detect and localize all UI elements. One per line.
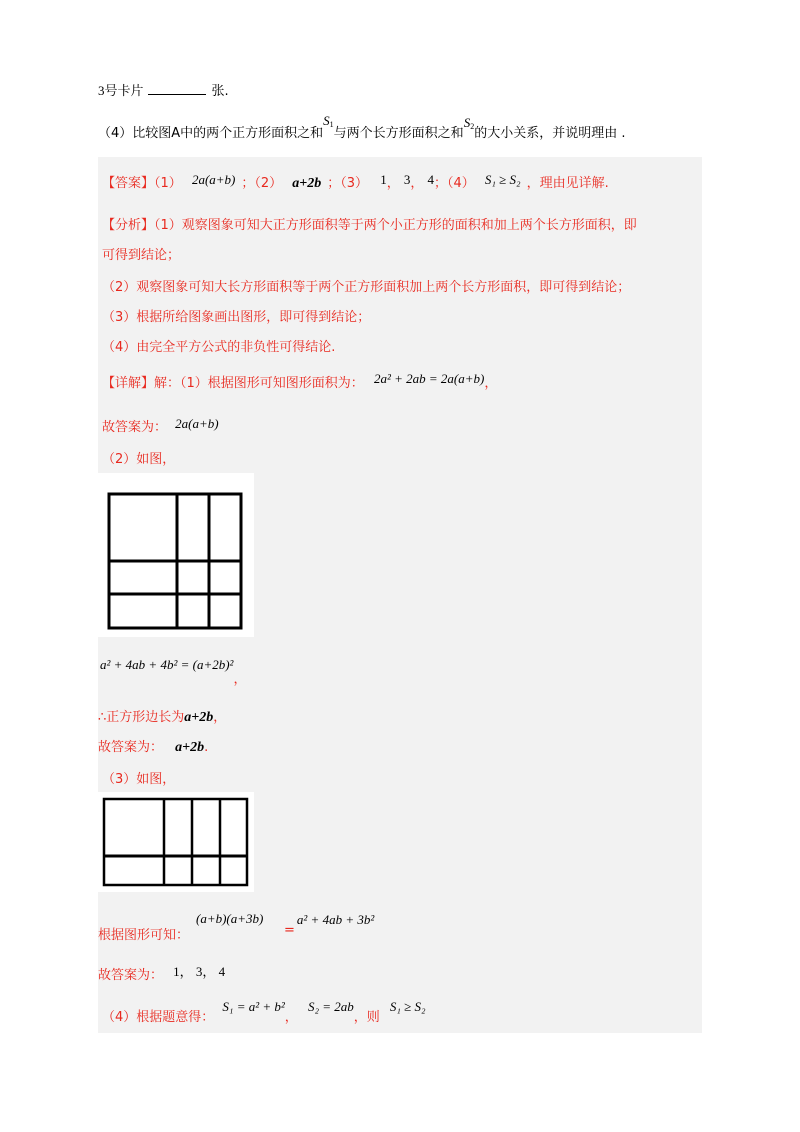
detail-answer-1-value: 2a(a+b) xyxy=(175,416,219,431)
q4-s1: $S_1$ xyxy=(323,113,334,129)
s-inequality: S₁ ≥ S₂ xyxy=(389,999,426,1014)
s1-equation: S₁ = a² + b² xyxy=(222,999,285,1014)
rectangle-diagram xyxy=(98,792,254,892)
answer-1: 2a(a+b) xyxy=(191,172,236,187)
by-figure-line: 根据图形可知： xyxy=(98,928,190,943)
analysis-line-2: （2）观察图象可知大长方形面积等于两个正方形面积加上两个长方形面积，即可得到结论； xyxy=(102,280,631,295)
analysis-line-1: 【分析】（1）观察图象可知大正方形面积等于两个小正方形的面积和加上两个长方形面积，即 xyxy=(102,218,637,233)
detail-answer-1: 故答案为： 2a(a+b) xyxy=(102,416,219,435)
detail-answer-3-value: 1， 3， 4 xyxy=(173,964,226,979)
answer-4: S₁ ≥ S₂ xyxy=(484,172,521,187)
q4-text-a: （4）比较图A中的两个正方形面积之和 xyxy=(98,126,324,141)
detail-eq-1: 2a² + 2ab = 2a(a+b) xyxy=(373,371,485,386)
detail-answer-2-value: a+2b xyxy=(175,740,205,755)
square-diagram xyxy=(98,473,254,637)
analysis-line-3: （3）根据所给图象画出图形，即可得到结论； xyxy=(102,310,371,325)
q4-text-b: 与两个长方形面积之和 xyxy=(333,126,464,141)
analysis-line-4: （4）由完全平方公式的非负性可得结论. xyxy=(102,340,336,355)
card-label: 号卡片 xyxy=(104,84,144,99)
detail-intro: 【详解】解：（1）根据图形可知图形面积为： 2a² + 2ab = 2a(a+b)， xyxy=(102,371,498,391)
detail-eq-2: a² + 4ab + 4b² = (a+2b)²， xyxy=(100,657,247,687)
detail-q2: （2）如图， xyxy=(102,452,176,467)
card-3-line xyxy=(98,80,229,99)
detail-eq-3-left: (a+b)(a+3b) xyxy=(196,911,264,926)
answer-blank xyxy=(148,82,206,95)
question-4 xyxy=(98,113,626,141)
side-length: a+2b xyxy=(184,710,214,725)
detail-q4: （4）根据题意得： S₁ = a² + b²， S₂ = 2ab，则 S₁ ≥ S₂ xyxy=(102,999,426,1025)
card-number: 3 xyxy=(98,83,105,98)
figure-rectangle xyxy=(98,792,254,892)
s2-equation: S₂ = 2ab xyxy=(307,999,354,1014)
detail-answer-2: 故答案为： a+2b. xyxy=(98,740,209,755)
q4-text-c: 的大小关系，并说明理由 . xyxy=(474,126,626,141)
q4-s2: $S_2$ xyxy=(463,115,475,131)
answer-2: a+2b xyxy=(292,176,322,191)
answer-3a: 1 xyxy=(380,172,387,187)
detail-q3: （3）如图， xyxy=(102,772,176,787)
detail-answer-3: 故答案为： 1， 3， 4 xyxy=(98,964,226,983)
therefore-line: ∴正方形边长为a+2b， xyxy=(98,710,227,725)
answer-3b: 3 xyxy=(403,172,411,187)
figure-square xyxy=(98,473,254,637)
analysis-line-1b: 可得到结论； xyxy=(102,248,181,263)
card-tail: 张. xyxy=(211,84,229,99)
detail-label: 【详解】 xyxy=(102,376,155,391)
answer-line: 【答案】（1） 2a(a+b) ；（2） a+2b ；（3） 1， 3， 4；（4） S₁ ≥ S₂ ，理由见详解. xyxy=(102,172,609,191)
answer-3c: 4 xyxy=(427,172,434,187)
analysis-label: 【分析】 xyxy=(102,218,155,233)
detail-eq-3-right: =a² + 4ab + 3b² xyxy=(284,912,375,938)
answer-label: 【答案】 xyxy=(102,176,155,191)
